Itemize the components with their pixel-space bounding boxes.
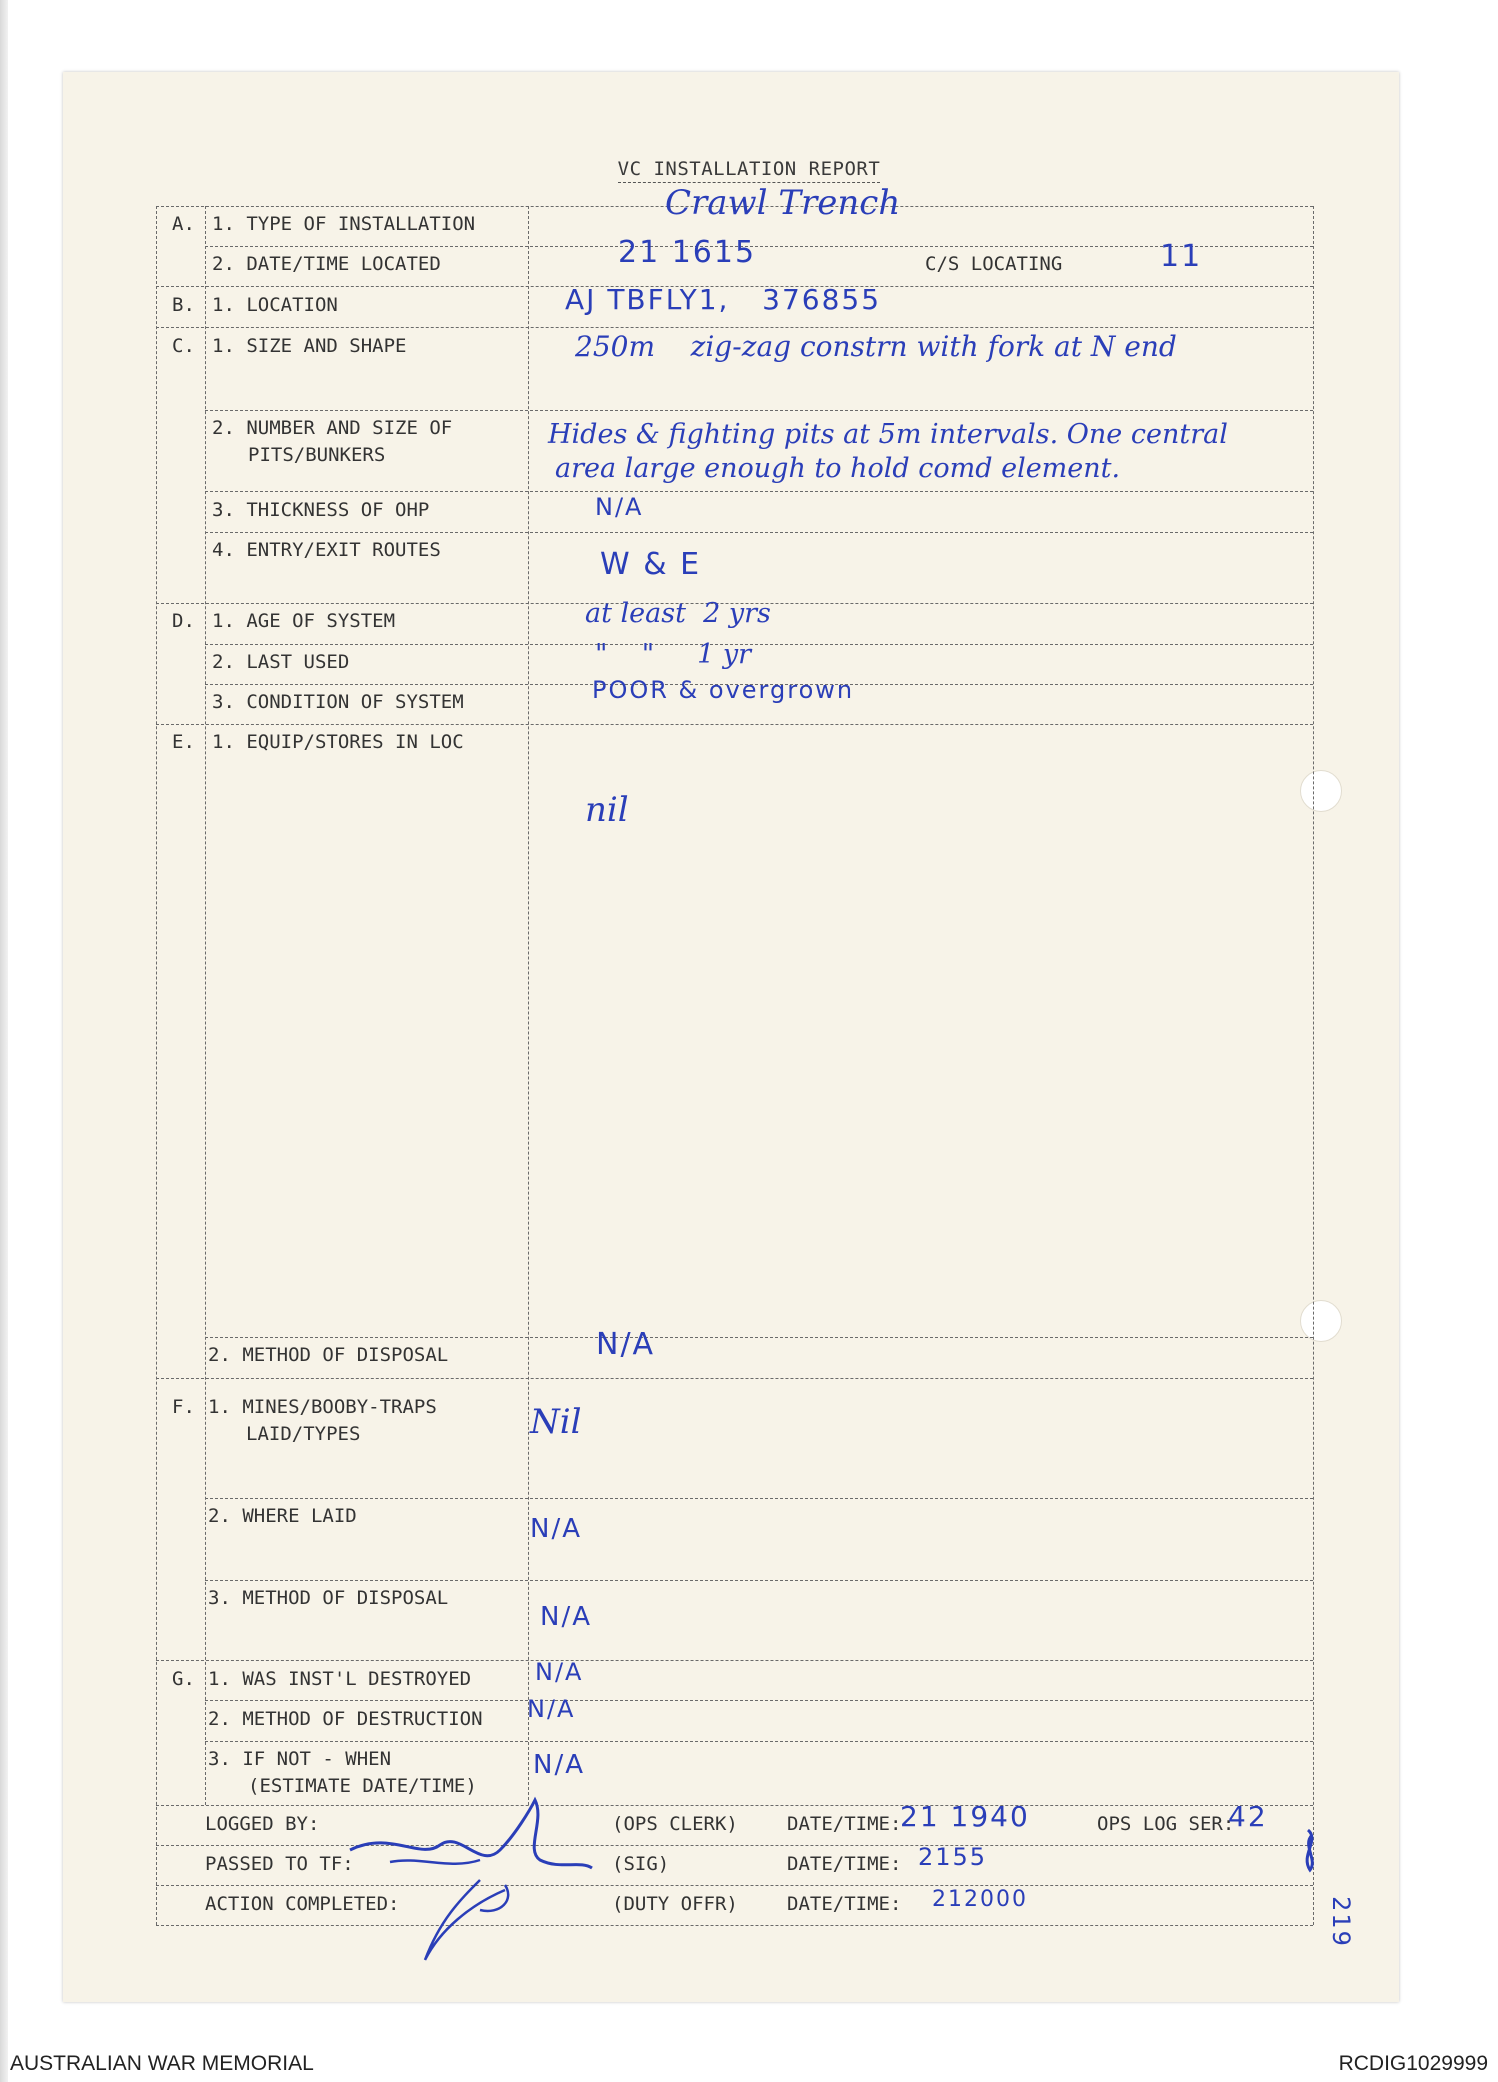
initials-mark bbox=[1290, 1825, 1330, 1880]
value-if-not-when: N/A bbox=[533, 1750, 585, 1780]
label-date-time-3: DATE/TIME: bbox=[787, 1893, 902, 1915]
section-b-letter: B. bbox=[172, 294, 195, 316]
label-last-used: 2. LAST USED bbox=[212, 651, 350, 673]
section-d-letter: D. bbox=[172, 610, 195, 632]
section-f-letter: F. bbox=[172, 1396, 195, 1418]
label-date-time-located: 2. DATE/TIME LOCATED bbox=[212, 253, 441, 275]
value-method-of-destruction: N/A bbox=[527, 1695, 576, 1723]
label-where-laid: 2. WHERE LAID bbox=[208, 1505, 357, 1527]
label-was-destroyed: 1. WAS INST'L DESTROYED bbox=[208, 1668, 472, 1690]
value-date-time-1: 21 1940 bbox=[900, 1800, 1030, 1833]
section-a-letter: A. bbox=[172, 213, 195, 235]
label-ops-log-ser: OPS LOG SER: bbox=[1097, 1813, 1235, 1835]
value-was-destroyed: N/A bbox=[535, 1658, 584, 1686]
value-location: AJ TBFLY1, 376855 bbox=[565, 283, 882, 316]
label-equip-stores: 1. EQUIP/STORES IN LOC bbox=[212, 731, 464, 753]
credit-right: RCDIG1029999 bbox=[1338, 2052, 1488, 2075]
label-ops-clerk: (OPS CLERK) bbox=[612, 1813, 738, 1835]
value-age-of-system: at least 2 yrs bbox=[585, 598, 771, 629]
label-location: 1. LOCATION bbox=[212, 294, 338, 316]
label-action-completed: ACTION COMPLETED: bbox=[205, 1893, 400, 1915]
value-equip-stores: nil bbox=[585, 790, 629, 830]
value-entry-exit-routes: W & E bbox=[600, 547, 702, 582]
section-e-letter: E. bbox=[172, 731, 195, 753]
value-date-time-2: 2155 bbox=[918, 1843, 988, 1871]
label-method-of-destruction: 2. METHOD OF DESTRUCTION bbox=[208, 1708, 483, 1730]
section-c-letter: C. bbox=[172, 335, 195, 357]
label-logged-by: LOGGED BY: bbox=[205, 1813, 320, 1835]
value-size-and-shape: 250m zig-zag constrn with fork at N end bbox=[575, 330, 1177, 363]
label-size-and-shape: 1. SIZE AND SHAPE bbox=[212, 335, 407, 357]
scan-edge bbox=[0, 0, 8, 2082]
punch-hole bbox=[1300, 770, 1342, 812]
value-pits-line1: Hides & fighting pits at 5m intervals. One central bbox=[548, 419, 1228, 450]
punch-hole bbox=[1300, 1300, 1342, 1342]
section-g-letter: G. bbox=[172, 1668, 195, 1690]
label-thickness-ohp: 3. THICKNESS OF OHP bbox=[212, 499, 430, 521]
label-mines-booby-traps: 1. MINES/BOOBY-TRAPS bbox=[208, 1396, 437, 1418]
label-passed-to-tf: PASSED TO TF: bbox=[205, 1853, 354, 1875]
signature bbox=[330, 1790, 600, 1970]
value-ops-log-ser: 42 bbox=[1228, 1800, 1268, 1833]
label-date-time-2: DATE/TIME: bbox=[787, 1853, 902, 1875]
label-method-of-disposal-e: 2. METHOD OF DISPOSAL bbox=[208, 1344, 449, 1366]
value-where-laid: N/A bbox=[530, 1514, 582, 1544]
label-pits-bunkers: PITS/BUNKERS bbox=[248, 444, 386, 466]
label-if-not-when: 3. IF NOT - WHEN bbox=[208, 1748, 392, 1770]
value-date-time-located: 21 1615 bbox=[618, 235, 757, 270]
label-condition-of-system: 3. CONDITION OF SYSTEM bbox=[212, 691, 464, 713]
label-date-time-1: DATE/TIME: bbox=[787, 1813, 902, 1835]
page-number: 219 bbox=[1326, 1896, 1355, 1948]
label-age-of-system: 1. AGE OF SYSTEM bbox=[212, 610, 396, 632]
value-thickness-ohp: N/A bbox=[595, 493, 644, 521]
label-entry-exit-routes: 4. ENTRY/EXIT ROUTES bbox=[212, 539, 441, 561]
page-title: VC INSTALLATION REPORT bbox=[0, 158, 1498, 180]
credit-left: AUSTRALIAN WAR MEMORIAL bbox=[10, 2052, 314, 2075]
label-laid-types: LAID/TYPES bbox=[246, 1423, 361, 1445]
value-cs-locating: 11 bbox=[1160, 239, 1203, 274]
value-method-of-disposal-f: N/A bbox=[540, 1602, 592, 1632]
label-estimate-date-time: (ESTIMATE DATE/TIME) bbox=[248, 1775, 477, 1797]
label-cs-locating: C/S LOCATING bbox=[925, 253, 1063, 275]
value-condition-of-system: POOR & overgrown bbox=[592, 676, 855, 704]
label-duty-offr: (DUTY OFFR) bbox=[612, 1893, 738, 1915]
value-pits-line2: area large enough to hold comd element. bbox=[555, 453, 1121, 484]
value-method-of-disposal-e: N/A bbox=[596, 1327, 656, 1362]
label-number-size-pits: 2. NUMBER AND SIZE OF bbox=[212, 417, 453, 439]
value-last-used: " " 1 yr bbox=[595, 639, 752, 670]
label-sig: (SIG) bbox=[612, 1853, 670, 1875]
label-method-of-disposal-f: 3. METHOD OF DISPOSAL bbox=[208, 1587, 449, 1609]
label-type-of-installation: 1. TYPE OF INSTALLATION bbox=[212, 213, 476, 235]
value-mines-booby-traps: Nil bbox=[530, 1402, 582, 1442]
value-date-time-3: 212000 bbox=[932, 1887, 1028, 1912]
value-type-of-installation: Crawl Trench bbox=[665, 183, 901, 223]
